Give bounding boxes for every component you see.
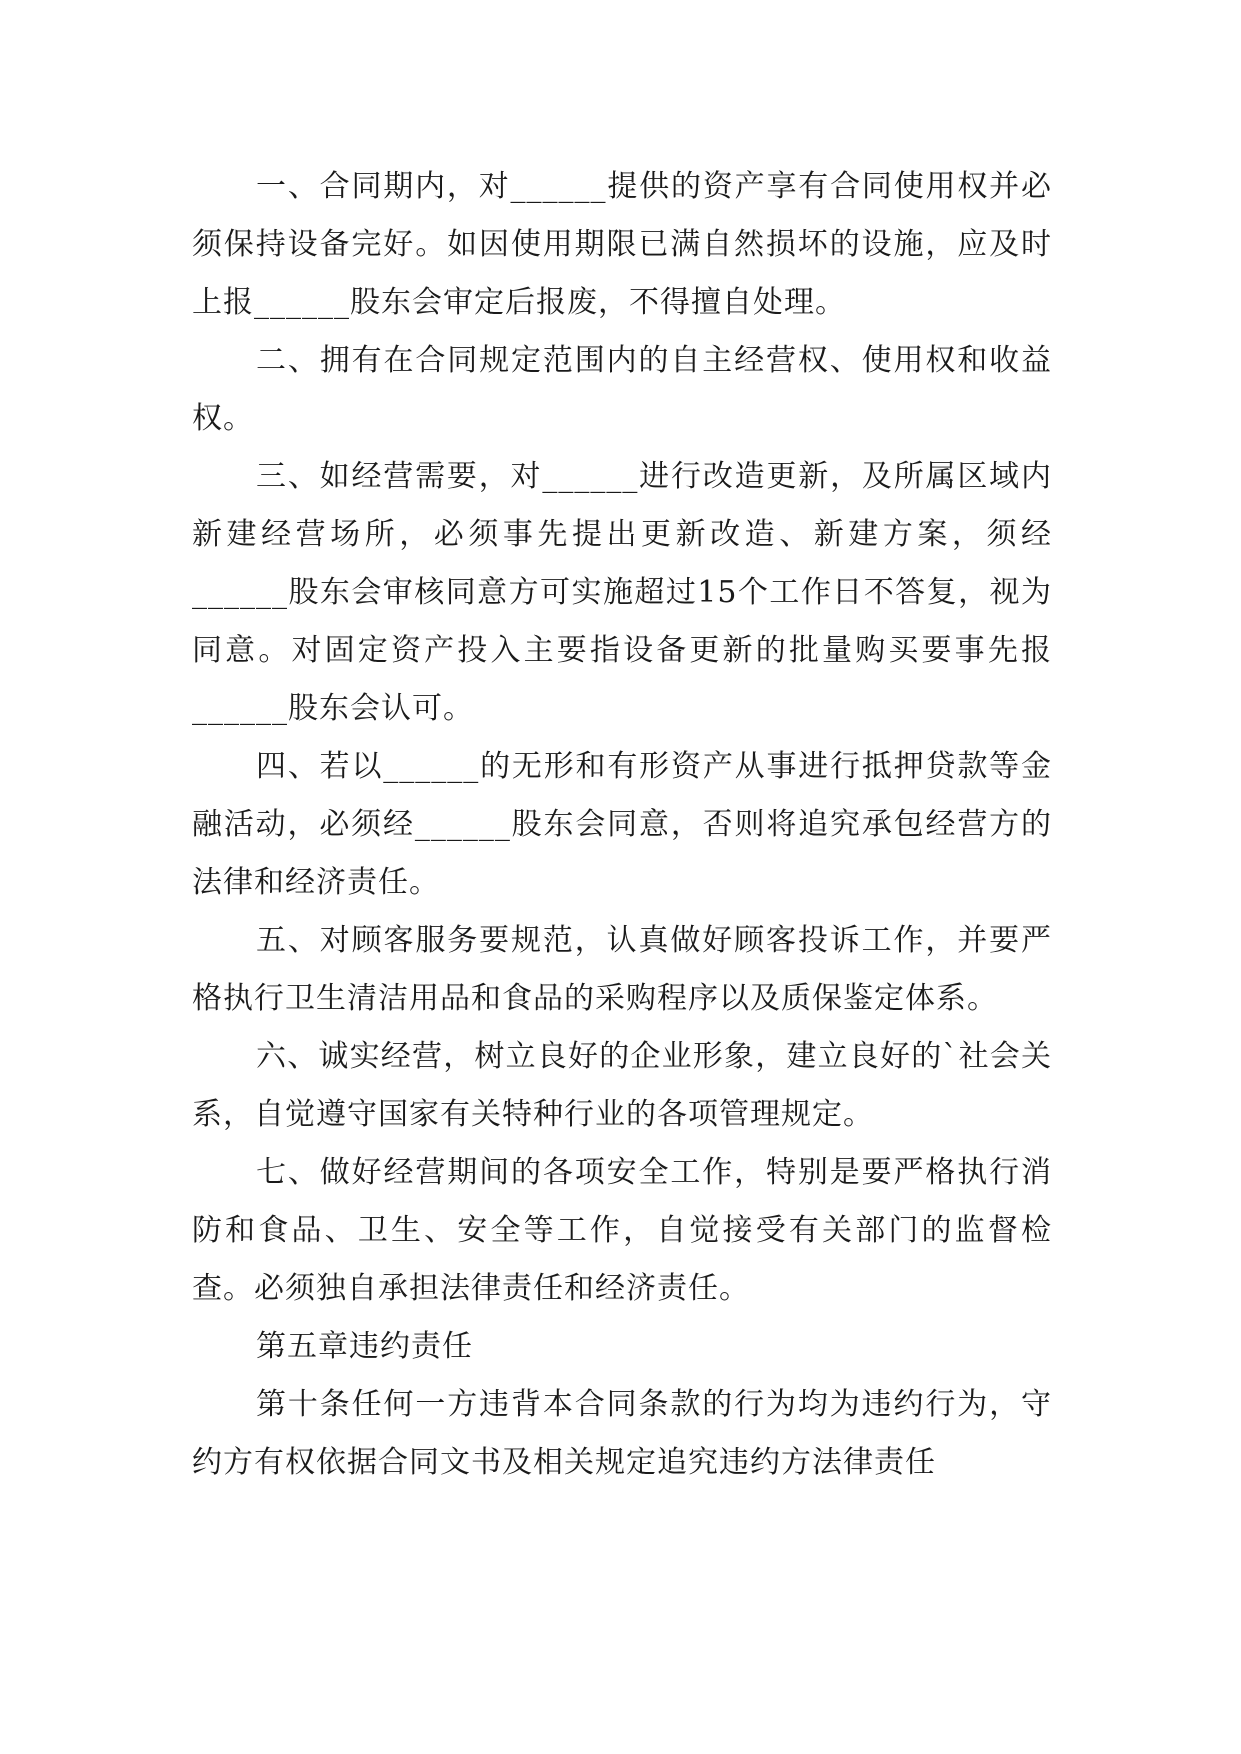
clause-2-paragraph: 二、拥有在合同规定范围内的自主经营权、使用权和收益权。 xyxy=(192,343,1052,436)
article-10-paragraph: 第十条任何一方违背本合同条款的行为均为违约行为，守约方有权依据合同文书及相关规定追究违约方法律责任 xyxy=(192,1387,1052,1480)
chapter-heading: 第五章违约责任 xyxy=(256,1329,473,1364)
clause-5-paragraph: 五、对顾客服务要规范，认真做好顾客投诉工作，并要严格执行卫生清洁用品和食品的采购程序以及质保鉴定体系。 xyxy=(192,923,1052,1016)
clause-4-paragraph: 四、若以______的无形和有形资产从事进行抵押贷款等金融活动，必须经______股东会同意，否则将追究承包经营方的法律和经济责任。 xyxy=(192,749,1052,900)
document-body xyxy=(192,158,1052,1492)
clause-7-paragraph: 七、做好经营期间的各项安全工作，特别是要严格执行消防和食品、卫生、安全等工作，自觉接受有关部门的监督检查。必须独自承担法律责任和经济责任。 xyxy=(192,1155,1052,1306)
clause-1-paragraph: 一、合同期内，对______提供的资产享有合同使用权并必须保持设备完好。如因使用期限已满自然损坏的设施，应及时上报______股东会审定后报废，不得擅自处理。 xyxy=(192,169,1052,320)
clause-3-paragraph: 三、如经营需要，对______进行改造更新，及所属区域内新建经营场所，必须事先提出更新改造、新建方案，须经______股东会审核同意方可实施超过15个工作日不答复，视为同意。对固定资产投入主要指设备更新的批量购买要事先报______股东会认可。 xyxy=(192,459,1052,726)
clause-6-paragraph: 六、诚实经营，树立良好的企业形象，建立良好的`社会关系，自觉遵守国家有关特种行业的各项管理规定。 xyxy=(192,1039,1052,1132)
